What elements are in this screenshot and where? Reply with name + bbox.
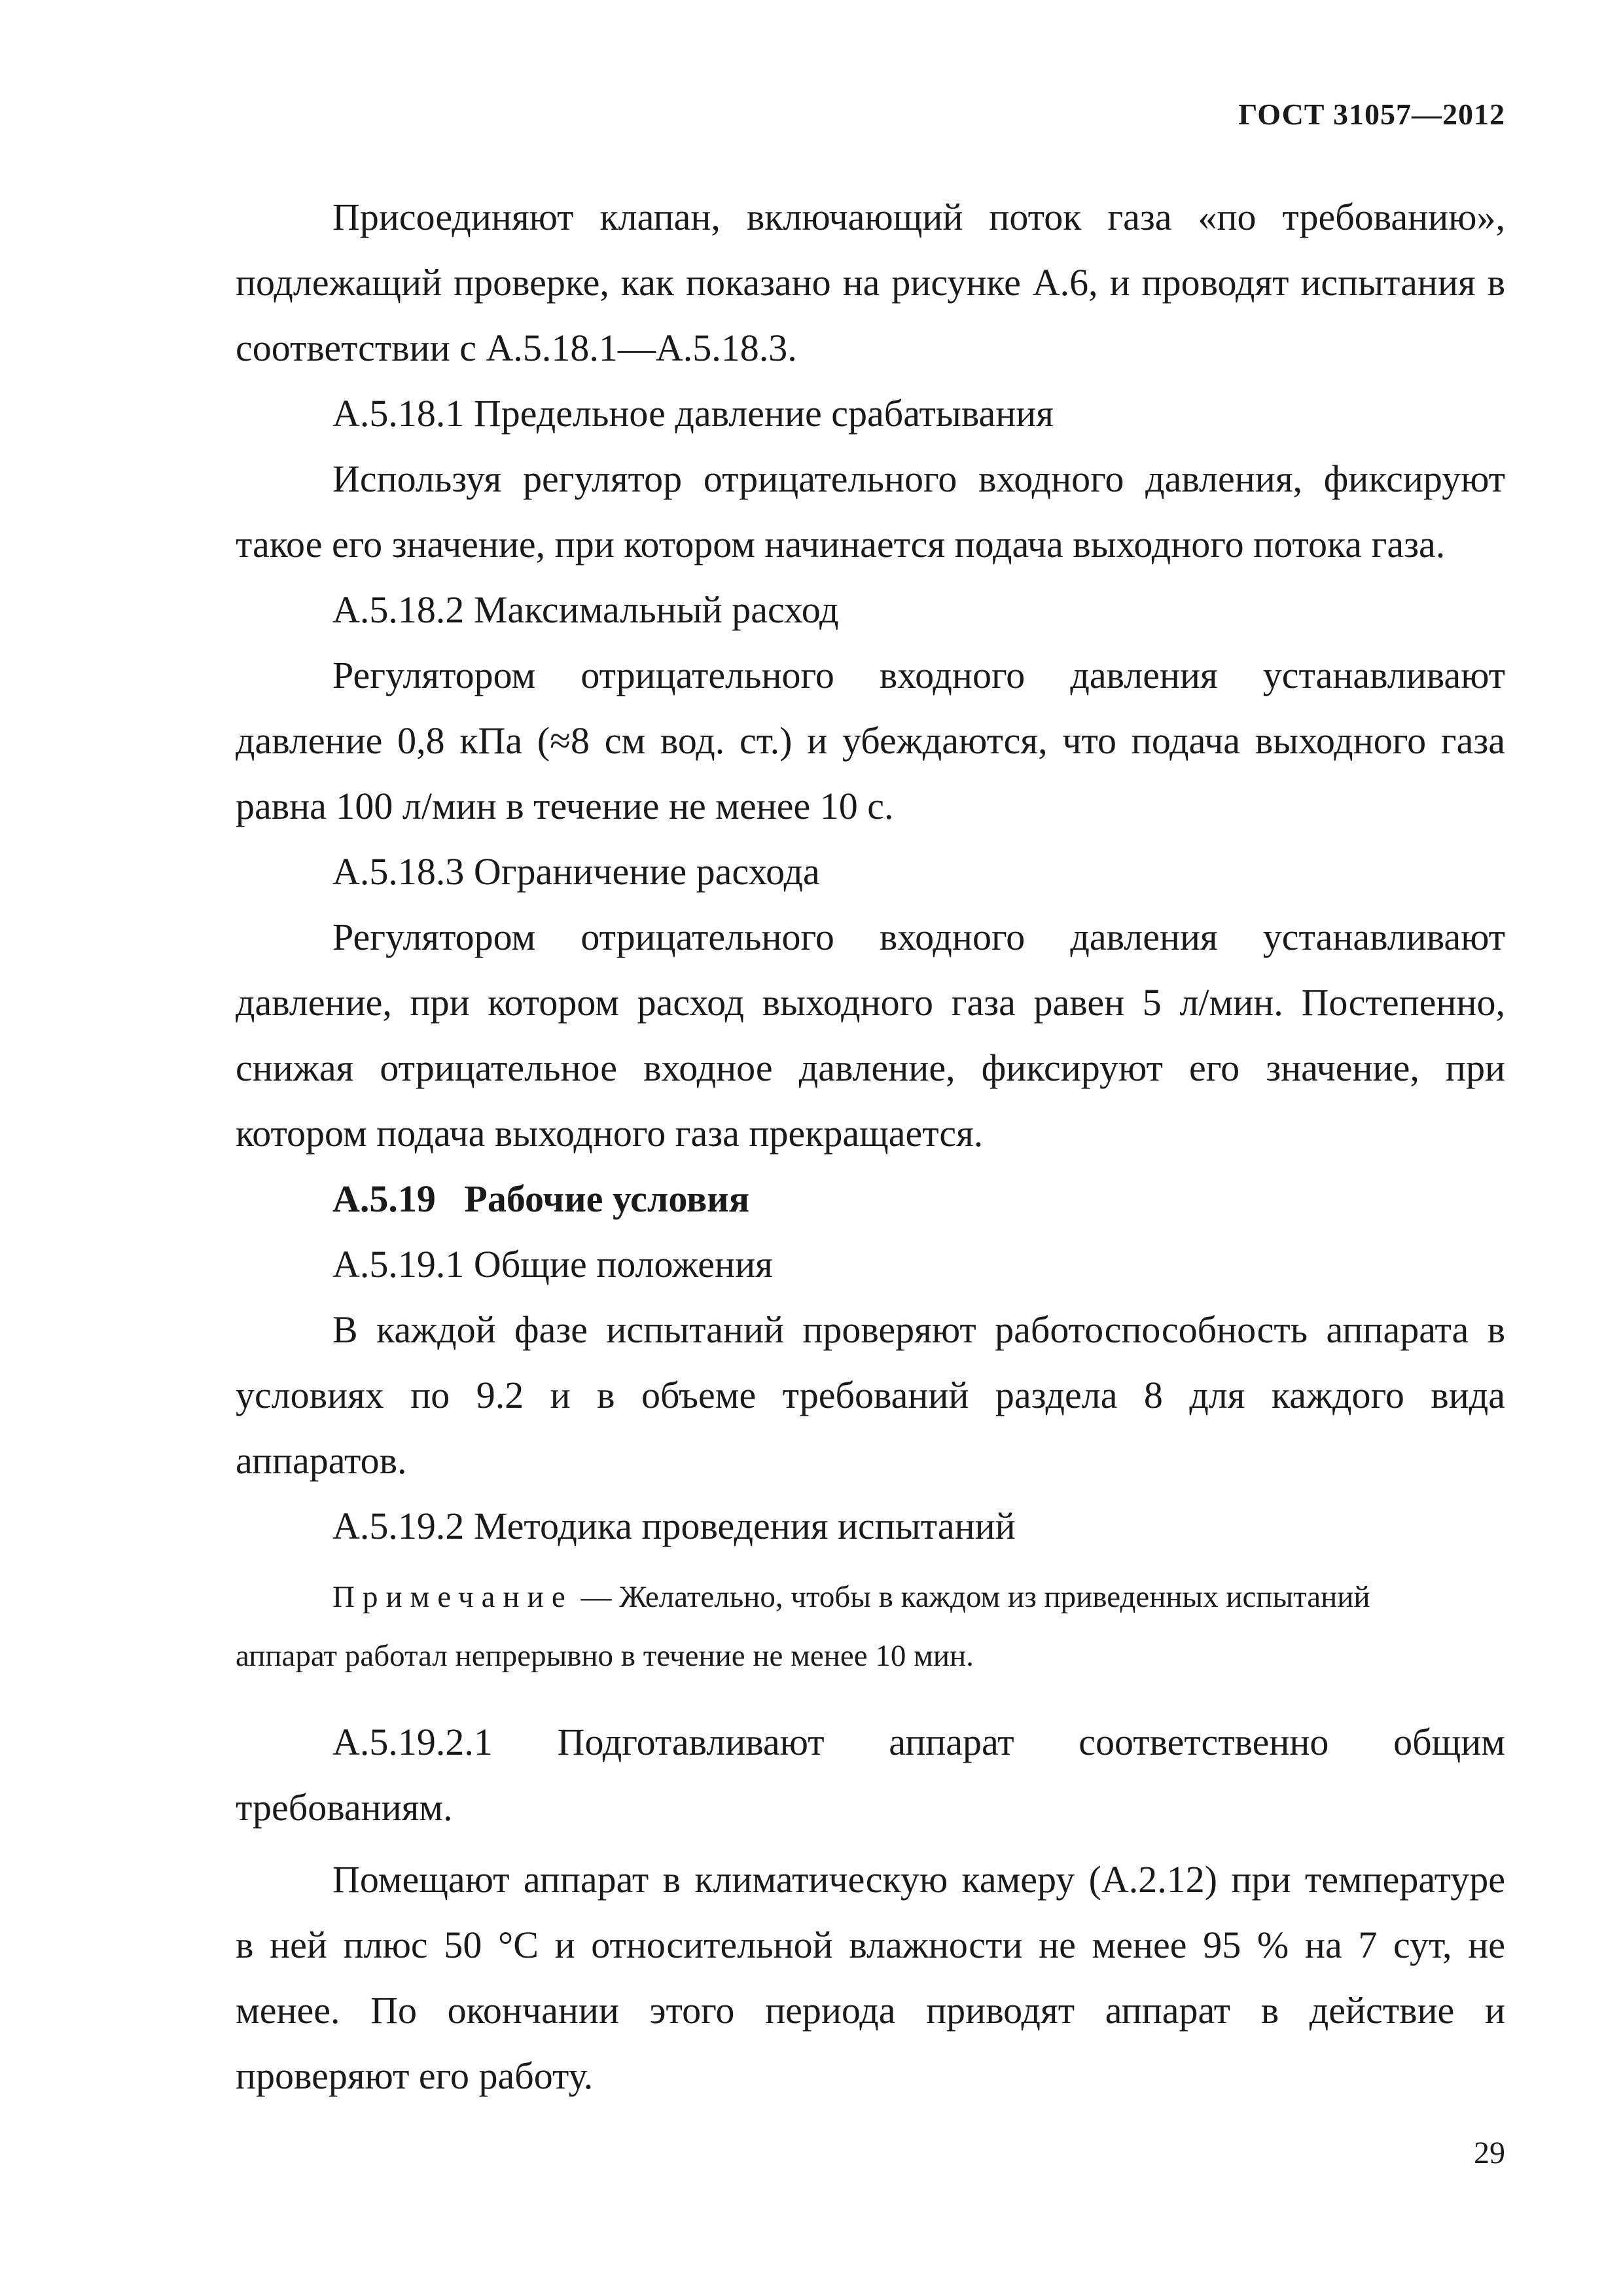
text-line: А.5.19.2.1 Подготавливают аппарат соответственно общим	[332, 1721, 1505, 1763]
text-line: проверяют его работу.	[236, 2054, 594, 2097]
text-line: давление, при котором расход выходного газа равен 5 л/мин. Постепенно,	[236, 981, 1505, 1024]
text-line: Присоединяют клапан, включающий поток газа «по требованию»,	[332, 196, 1505, 238]
text-line: Помещают аппарат в климатическую камеру (А.2.12) при температуре	[332, 1858, 1505, 1901]
subsection-heading-a5191: А.5.19.1 Общие положения	[332, 1243, 773, 1285]
text-line: давление 0,8 кПа (≈8 см вод. ст.) и убеждаются, что подача выходного газа	[236, 719, 1505, 762]
note-line: аппарат работал непрерывно в течение не менее 10 мин.	[236, 1639, 974, 1673]
text-line: такое его значение, при котором начинается подача выходного потока газа.	[236, 523, 1446, 565]
text-line: подлежащий проверке, как показано на рисунке А.6, и проводят испытания в	[236, 261, 1505, 304]
subsection-heading-a5192: А.5.19.2 Методика проведения испытаний	[332, 1505, 1016, 1547]
text-line: условиях по 9.2 и в объеме требований раздела 8 для каждого вида	[236, 1374, 1505, 1416]
text-line: равна 100 л/мин в течение не менее 10 с.	[236, 785, 894, 827]
subsection-heading-a5181: А.5.18.1 Предельное давление срабатывания	[332, 392, 1054, 435]
text-line: Используя регулятор отрицательного входного давления, фиксируют	[332, 457, 1505, 500]
note-line	[332, 1579, 1505, 1615]
page-number: 29	[1474, 2136, 1505, 2170]
text-line: Регулятором отрицательного входного давления устанавливают	[332, 916, 1505, 958]
subsection-heading-a5183: А.5.18.3 Ограничение расхода	[332, 850, 820, 893]
note-label: Примечание	[332, 1580, 573, 1614]
text-line: в ней плюс 50 °С и относительной влажности не менее 95 % на 7 сут, не	[236, 1924, 1505, 1966]
text-line: требованиям.	[236, 1786, 453, 1829]
text-line: аппаратов.	[236, 1439, 407, 1482]
text-line: В каждой фазе испытаний проверяют работоспособность аппарата в	[332, 1308, 1505, 1351]
text-line: котором подача выходного газа прекращается.	[236, 1112, 984, 1155]
text-line: менее. По окончании этого периода приводят аппарат в действие и	[236, 1989, 1505, 2032]
text-line: Регулятором отрицательного входного давления устанавливают	[332, 654, 1505, 696]
section-heading-a519: А.5.19 Рабочие условия	[332, 1177, 750, 1220]
subsection-heading-a5182: А.5.18.2 Максимальный расход	[332, 588, 839, 631]
text-line: снижая отрицательное входное давление, фиксируют его значение, при	[236, 1047, 1505, 1089]
standard-header: ГОСТ 31057—2012	[1238, 98, 1505, 131]
text-line: соответствии с А.5.18.1—А.5.18.3.	[236, 327, 797, 369]
note-text: — Желательно, чтобы в каждом из приведенных испытаний	[573, 1580, 1370, 1614]
